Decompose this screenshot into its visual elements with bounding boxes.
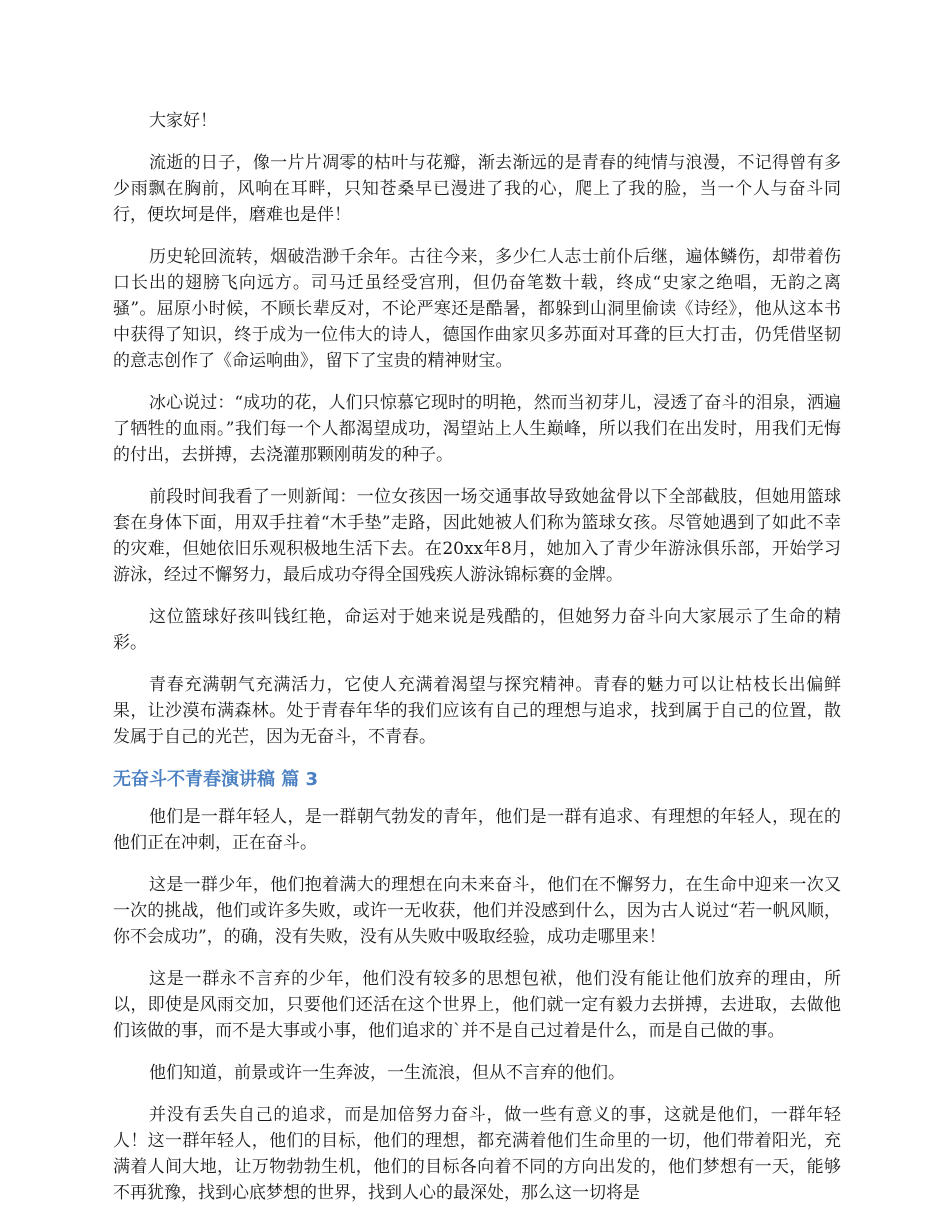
paragraph: 青春充满朝气充满活力，它使人充满着渴望与探究精神。青春的魅力可以让枯枝长出偏鲜果，让沙漠布满森林。处于青春年华的我们应该有自己的理想与追求，找到属于自己的位置，散发属于自己的光芒，因为无奋斗，不青春。 <box>113 675 841 747</box>
paragraph: 并没有丢失自己的追求，而是加倍努力奋斗，做一些有意义的事，这就是他们，一群年轻人！这一群年轻人，他们的目标，他们的理想，都充满着他们生命里的一切，他们带着阳光，充满着人间大地，让万物勃勃生机，他们的目标各向着不同的方向出发的，他们梦想有一天，能够不再犹豫，找到心底梦想的世界，找到人心的最深处，那么这一切将是 <box>113 1105 841 1203</box>
section-heading: 无奋斗不青春演讲稿 篇 3 <box>113 769 319 790</box>
paragraph: 冰心说过：“成功的花，人们只惊慕它现时的明艳，然而当初芽儿，浸透了奋斗的泪泉，洒遍了牺牲的血雨。”我们每一个人都渴望成功，渴望站上人生巅峰，所以我们在出发时，用我们无悔的付出，去拼搏，去浇灌那颗刚萌发的种子。 <box>113 393 841 465</box>
greeting-paragraph: 大家好！ <box>149 111 217 131</box>
paragraph: 这是一群少年，他们抱着满大的理想在向未来奋斗，他们在不懈努力，在生命中迎来一次又一次的挑战，他们或许多失败，或许一无收获，他们并没感到什么，因为古人说过“若一帆风顺，你不会成功”，的确，没有失败，没有从失败中吸取经验，成功走哪里来！ <box>113 875 841 947</box>
paragraph: 前段时间我看了一则新闻：一位女孩因一场交通事故导致她盆骨以下全部截肢，但她用篮球套在身体下面，用双手拄着“木手垫”走路，因此她被人们称为篮球女孩。尽管她遇到了如此不幸的灾难，但她依旧乐观积极地生活下去。在20xx年8月，她加入了青少年游泳俱乐部，开始学习游泳，经过不懈努力，最后成功夺得全国残疾人游泳锦标赛的金牌。 <box>113 487 841 585</box>
paragraph: 这是一群永不言弃的少年，他们没有较多的思想包袱，他们没有能让他们放弃的理由，所以，即使是风雨交加，只要他们还活在这个世界上，他们就一定有毅力去拼搏，去进取，去做他们该做的事，而不是大事或小事，他们追求的`并不是自己过着是什么，而是自己做的事。 <box>113 969 841 1041</box>
document-body <box>113 108 841 1222</box>
paragraph: 他们知道，前景或许一生奔波，一生流浪，但从不言弃的他们。 <box>149 1063 625 1083</box>
paragraph: 历史轮回流转，烟破浩渺千余年。古往今来，多少仁人志士前仆后继，遍体鳞伤，却带着伤口长出的翅膀飞向远方。司马迁虽经受宫刑，但仍奋笔数十载，终成“史家之绝唱，无韵之离骚”。屈原小时候，不顾长辈反对，不论严寒还是酷暑，都躲到山洞里偷读《诗经》，他从这本书中获得了知识，终于成为一位伟大的诗人，德国作曲家贝多苏面对耳聋的巨大打击，仍凭借坚韧的意志创作了《命运响曲》，留下了宝贵的精神财宝。 <box>113 247 841 371</box>
paragraph: 他们是一群年轻人，是一群朝气勃发的青年，他们是一群有追求、有理想的年轻人，现在的他们正在冲刺，正在奋斗。 <box>113 807 841 853</box>
paragraph: 这位篮球好孩叫钱红艳，命运对于她来说是残酷的，但她努力奋斗向大家展示了生命的精彩。 <box>113 607 841 653</box>
paragraph: 流逝的日子，像一片片凋零的枯叶与花瓣，渐去渐远的是青春的纯情与浪漫，不记得曾有多少雨飘在胸前，风响在耳畔，只知苍桑早已漫进了我的心，爬上了我的脸，当一个人与奋斗同行，便坎坷是伴，磨难也是伴！ <box>113 153 841 225</box>
